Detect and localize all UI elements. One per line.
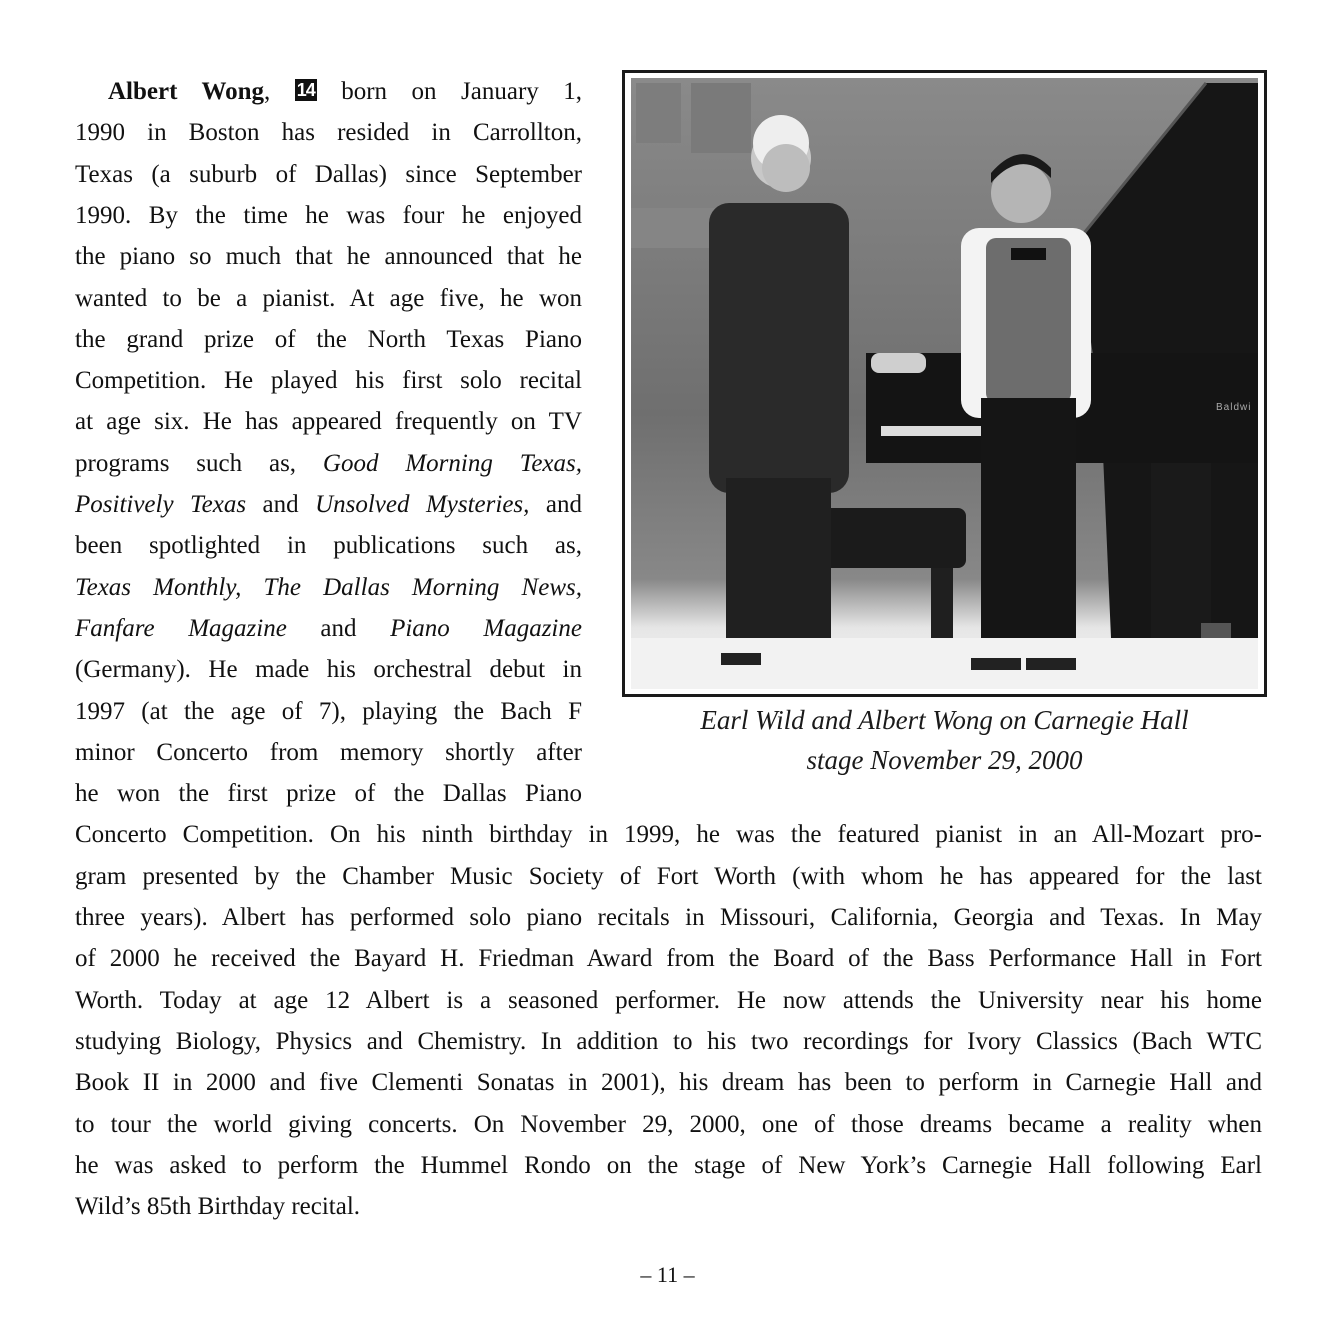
text-span: the piano so much that he announced that he	[75, 243, 582, 271]
text-span: and	[529, 491, 582, 518]
text-span: minor Concerto from memory shortly after	[75, 738, 582, 766]
albert-wong-bowtie	[1011, 248, 1046, 260]
shoe	[1026, 658, 1076, 670]
text-span: Competition. He played his first solo recital	[75, 367, 582, 395]
text-line	[75, 196, 582, 236]
text-line: studying Biology, Physics and Chemistry. In addition to his two recordings for Ivory Classics (Bach WTC	[75, 1027, 1262, 1055]
stage-photo-illustration	[631, 78, 1258, 689]
text-line: of 2000 he received the Bayard H. Friedman Award from the Board of the Bass Performance Hall in Fort	[75, 945, 1262, 973]
text-span: been spotlighted in publications such as,	[75, 532, 582, 560]
text-span: 1990. By the time he was four he enjoyed	[75, 201, 582, 229]
text-line	[75, 609, 582, 649]
albert-wong-trousers	[981, 398, 1076, 668]
text-line	[75, 568, 582, 608]
text-span: 1997 (at the age of 7), playing the Bach F	[75, 697, 582, 725]
shoe	[971, 658, 1021, 670]
wall-panel	[636, 83, 681, 143]
text-span: and	[286, 614, 391, 642]
text-span: he won the first prize of the Dallas Piano	[75, 780, 582, 808]
shoe	[721, 653, 761, 665]
text-line: Albert Wong, 14 born on January 1,	[108, 78, 582, 105]
italic-title: Texas Monthly, The Dallas Morning News,	[75, 573, 582, 601]
text-span: 1990 in Boston has resided in Carrollton,	[75, 119, 582, 147]
text-line	[75, 155, 582, 195]
text-line	[75, 279, 582, 319]
text-line	[75, 733, 582, 773]
text-line	[75, 650, 582, 690]
italic-title: Good Morning Texas,	[322, 449, 582, 477]
text-line: Concerto Competition. On his ninth birthday in 1999, he was the featured pianist in an All-Mozart pro-	[75, 821, 1262, 849]
text-line: three years). Albert has performed solo piano recitals in Missouri, California, Georgia and Texas. In May	[75, 904, 1262, 931]
italic-title: Fanfare Magazine	[75, 614, 287, 642]
text-line	[75, 402, 582, 442]
subject-name: Albert Wong	[108, 78, 264, 105]
italic-title: Unsolved Mysteries,	[315, 491, 530, 518]
text-line	[75, 526, 582, 566]
text-span: wanted to be a pianist. At age five, he won	[75, 284, 582, 312]
text-span: programs such as,	[75, 449, 323, 477]
text-span: Texas (a suburb of Dallas) since September	[75, 160, 582, 188]
page-number: – 11 –	[640, 1262, 695, 1287]
photo-frame	[622, 70, 1267, 697]
text-line	[75, 485, 582, 525]
text-line	[75, 774, 582, 814]
text-line	[75, 237, 582, 277]
earl-wild-suit	[709, 203, 849, 493]
photo-caption-line-1: Earl Wild and Albert Wong on Carnegie Hall	[700, 705, 1189, 735]
earl-wild-hand	[871, 353, 926, 373]
text-line: gram presented by the Chamber Music Society of Fort Worth (with whom he has appeared for the last	[75, 862, 1262, 890]
albert-wong-vest	[986, 238, 1071, 403]
earl-wild-face	[762, 144, 810, 192]
wall-panel	[691, 83, 751, 153]
text-line: to tour the world giving concerts. On November 29, 2000, one of those dreams became a reality when	[75, 1110, 1262, 1138]
text-line	[75, 113, 582, 153]
track-number-badge: 14	[296, 80, 315, 100]
text-line: Book II in 2000 and five Clementi Sonatas in 2001), his dream has been to perform in Carnegie Hall and	[75, 1069, 1262, 1097]
text-span: born on January 1,	[316, 78, 582, 105]
text-line: he was asked to perform the Hummel Rondo on the stage of New York’s Carnegie Hall following Earl	[75, 1151, 1262, 1179]
piano-brand-label: Baldwi	[1216, 402, 1252, 413]
piano-leg	[1151, 463, 1211, 643]
photo-earl-wild-albert-wong	[631, 78, 1258, 689]
italic-title: Piano Magazine	[390, 614, 582, 642]
text-span: the grand prize of the North Texas Piano	[75, 325, 582, 353]
text-line	[75, 692, 582, 732]
text-line: Worth. Today at age 12 Albert is a seasoned performer. He now attends the University near his home	[75, 986, 1262, 1014]
italic-title: Positively Texas	[75, 491, 247, 518]
text-line	[75, 444, 582, 484]
text-span: at age six. He has appeared frequently on TV	[75, 408, 582, 436]
text-line	[75, 320, 582, 360]
text-line	[75, 361, 582, 401]
text-span: and	[246, 491, 316, 518]
text-line: Wild’s 85th Birthday recital.	[75, 1193, 361, 1221]
photo-caption-line-2: stage November 29, 2000	[806, 745, 1083, 775]
text-span: (Germany). He made his orchestral debut in	[75, 656, 582, 684]
piano-keys	[881, 426, 981, 436]
